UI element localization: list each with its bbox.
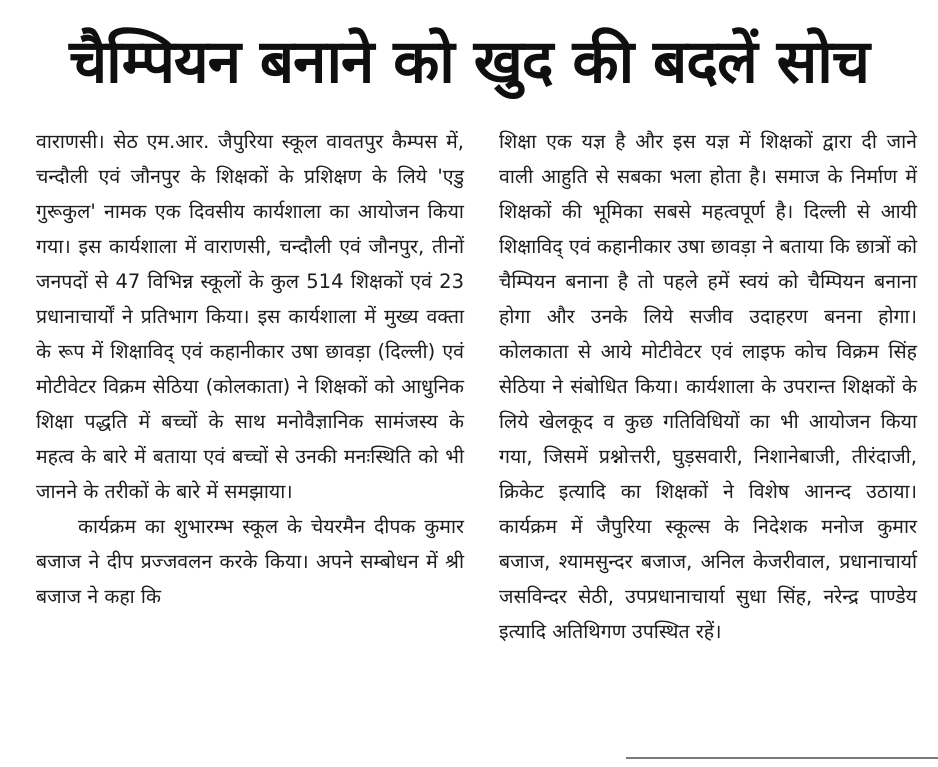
article-paragraph: वाराणसी। सेठ एम.आर. जैपुरिया स्कूल वावतपुर कैम्पस में, चन्दौली एवं जौनपुर के शिक्षकों के प्रशिक्षण के लिये 'एडु गुरूकुल' नामक एक दिवसीय कार्यशाला का आयोजन किया गया। इस कार्यशाला में वाराणसी, चन्दौली एवं जौनपुर, तीनों जनपदों से 47 विभिन्न स्कूलों के कुल 514 शिक्षकों एवं 23 प्रधानाचार्यों ने प्रतिभाग किया। इस कार्यशाला में मुख्य वक्ता के रूप में शिक्षाविद् एवं कहानीकार उषा छावड़ा (दिल्ली) एवं मोटीवेटर विक्रम सेठिया (कोलकाता) ने शिक्षकों को आधुनिक शिक्षा पद्धति में बच्चों के साथ मनोवैज्ञानिक सामंजस्य के महत्व के बारे में बताया एवं बच्चों से उनकी मनःस्थिति को भी जानने के तरीकों के बारे में समझाया। [36, 130, 464, 503]
article-headline: चैम्पियन बनाने को खुद की बदलें सोच [69, 27, 869, 97]
column-divider-rule [626, 757, 938, 759]
article-column-right [499, 124, 917, 649]
article-paragraph: शिक्षा एक यज्ञ है और इस यज्ञ में शिक्षकों द्वारा दी जाने वाली आहुति से सबका भला होता है। समाज के निर्माण में शिक्षकों की भूमिका सबसे महत्वपूर्ण है। दिल्ली से आयी शिक्षाविद् एवं कहानीकार उषा छावड़ा ने बताया कि छात्रों को चैम्पियन बनाना है तो पहले हमें स्वयं को चैम्पियन बनाना होगा और उनके लिये सजीव उदाहरण बनना होगा। कोलकाता से आये मोटीवेटर एवं लाइफ कोच विक्रम सिंह सेठिया ने संबोधित किया। कार्यशाला के उपरान्त शिक्षकों के लिये खेलकूद व कुछ गतिविधियों का भी आयोजन किया गया, जिसमें प्रश्नोत्तरी, घुड़सवारी, निशानेबाजी, तीरंदाजी, क्रिकेट इत्यादि का शिक्षकों ने विशेष आनन्द उठाया। कार्यक्रम में जैपुरिया स्कूल्स के निदेशक मनोज कुमार बजाज, श्यामसुन्दर बजाज, अनिल केजरीवाल, प्रधानाचार्या जसविन्दर सेठी, उपप्रधानाचार्या सुधा सिंह, नरेन्द्र पाण्डेय इत्यादि अतिथिगण उपस्थित रहें। [499, 130, 917, 643]
article-column-left [36, 124, 464, 614]
article-paragraph: कार्यक्रम का शुभारम्भ स्कूल के चेयरमैन दीपक कुमार बजाज ने दीप प्रज्जवलन करके किया। अपने सम्बोधन में श्री बजाज ने कहा कि [36, 515, 464, 608]
